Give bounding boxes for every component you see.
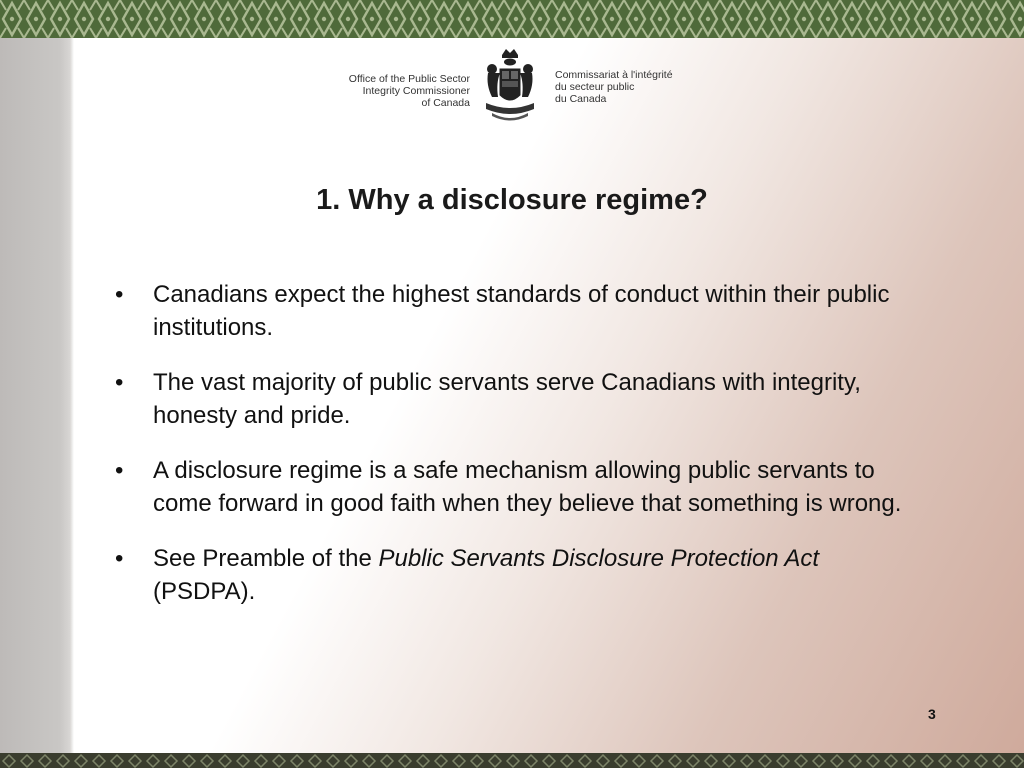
page-number: 3 (928, 706, 936, 722)
bullet-text-prefix: See Preamble of the (153, 545, 379, 572)
slide-title: 1. Why a disclosure regime? (316, 184, 708, 216)
pattern-top-band (0, 0, 1024, 38)
bullet-dot: • (115, 545, 124, 572)
org-name-french (555, 69, 673, 105)
org-en-line-2: Integrity Commissioner (362, 85, 470, 97)
decorative-top-band (0, 0, 1024, 38)
pattern-bottom-band (0, 753, 1024, 768)
bullet-dot: • (115, 457, 124, 484)
org-fr-line-3: du Canada (555, 93, 607, 105)
org-en-line-3: of Canada (421, 97, 470, 109)
bullet-item (110, 542, 910, 608)
bullet-item (110, 366, 910, 432)
bullet-dot: • (115, 281, 124, 308)
org-name-english (349, 73, 470, 109)
bullet-dot: • (115, 369, 124, 396)
bullet-item (110, 454, 910, 520)
decorative-bottom-band (0, 753, 1024, 768)
bullet-text-suffix: (PSDPA). (153, 578, 256, 605)
bullet-text: The vast majority of public servants serve Canadians with integrity, honesty and pride. (153, 369, 861, 429)
bullet-item (110, 278, 910, 344)
coat-of-arms-icon (480, 45, 540, 125)
bullet-text: A disclosure regime is a safe mechanism allowing public servants to come forward in good faith when they believe that something is wrong. (153, 457, 902, 517)
org-fr-line-2: du secteur public (555, 81, 635, 93)
org-en-line-1: Office of the Public Sector (348, 73, 470, 85)
left-grey-bar (0, 38, 88, 753)
org-fr-line-1: Commissariat à l'intégrité (555, 69, 673, 81)
bullet-list (110, 278, 910, 630)
header (0, 45, 1024, 125)
bullet-text: Canadians expect the highest standards of conduct within their public institutions. (153, 281, 890, 341)
act-title: Public Servants Disclosure Protection Act (378, 545, 820, 572)
